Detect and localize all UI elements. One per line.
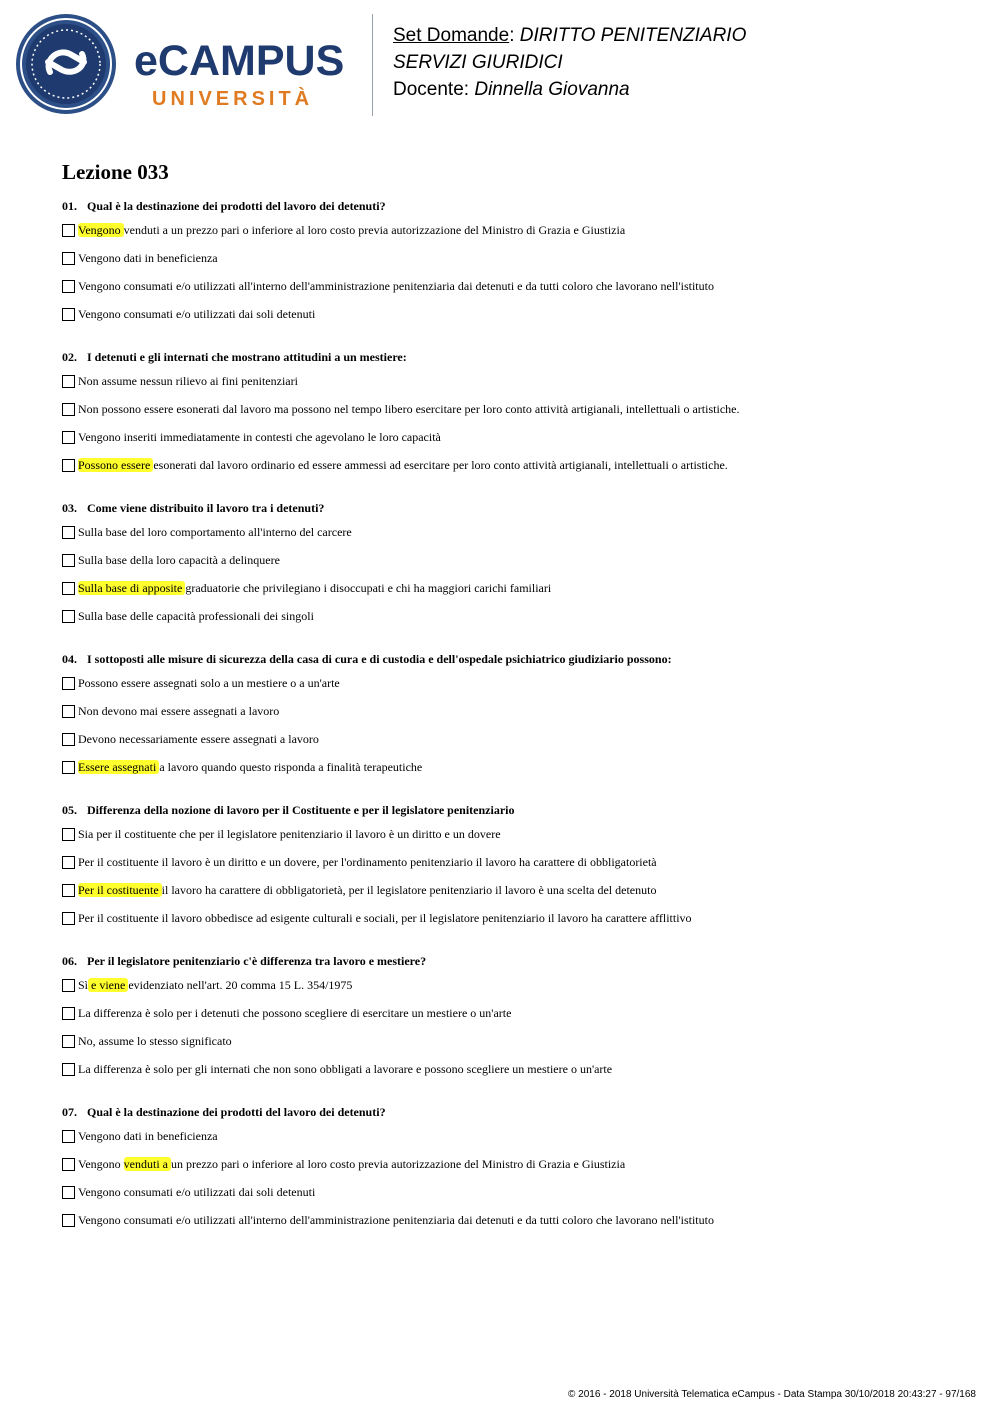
answer-highlight: venduti a <box>123 1157 171 1171</box>
answer-text <box>78 883 656 898</box>
answer-text-part: La differenza è solo per i detenuti che possono scegliere di esercitare un mestiere o un'arte <box>78 1006 512 1020</box>
answer-checkbox[interactable] <box>62 733 75 746</box>
answer-text <box>78 279 714 294</box>
answer-option <box>62 553 962 581</box>
answer-text-part: Vengono inseriti immediatamente in contesti che agevolano le loro capacità <box>78 430 441 444</box>
answer-checkbox[interactable] <box>62 912 75 925</box>
answer-option <box>62 430 962 458</box>
question-text <box>62 650 962 668</box>
answer-text-part: il lavoro ha carattere di obbligatorietà, per il legislatore penitenziario il lavoro è una scelta del detenuto <box>161 883 657 897</box>
answer-text-part: Non assume nessun rilievo ai fini penitenziari <box>78 374 298 388</box>
answer-text-part: Sulla base del loro comportamento all'interno del carcere <box>78 525 352 539</box>
answer-text-part: Per il costituente il lavoro è un diritto e un dovere, per l'ordinamento penitenziario il lavoro ha carattere di obbligatorietà <box>78 855 657 869</box>
answer-text-part: venduti a un prezzo pari o inferiore al loro costo previa autorizzazione del Ministro di Grazia e Giustizia <box>123 223 626 237</box>
question-block <box>62 499 962 637</box>
answer-checkbox[interactable] <box>62 884 75 897</box>
question-label: Differenza della nozione di lavoro per il Costituente e per il legislatore penitenziario <box>87 803 515 817</box>
answer-text <box>78 827 501 842</box>
answer-option <box>62 1006 962 1034</box>
question-number: 04. <box>62 652 77 666</box>
answer-checkbox[interactable] <box>62 459 75 472</box>
set-label: Set Domande <box>393 25 510 46</box>
answer-text <box>78 911 692 926</box>
answer-text <box>78 855 657 870</box>
answer-checkbox[interactable] <box>62 375 75 388</box>
university-seal-icon <box>14 12 118 116</box>
answer-option <box>62 883 962 911</box>
answer-option <box>62 1034 962 1062</box>
answer-text <box>78 609 314 624</box>
answer-text-part: Non possono essere esonerati dal lavoro ma possono nel tempo libero esercitare per loro conto attività artigianali, intellettuali o artistiche. <box>78 402 740 416</box>
question-label: Qual è la destinazione dei prodotti del lavoro dei detenuti? <box>87 1105 386 1119</box>
answer-text-part: Vengono consumati e/o utilizzati all'interno dell'amministrazione penitenziaria dai detenuti e da tutti coloro che lavorano nell'istituto <box>78 279 714 293</box>
answer-option <box>62 251 962 279</box>
question-block <box>62 952 962 1090</box>
answer-option <box>62 827 962 855</box>
answer-text <box>78 676 340 691</box>
answer-checkbox[interactable] <box>62 828 75 841</box>
answer-option <box>62 279 962 307</box>
answer-checkbox[interactable] <box>62 610 75 623</box>
answer-text <box>78 1157 625 1172</box>
answer-option <box>62 855 962 883</box>
question-number: 06. <box>62 954 77 968</box>
answer-text-part: Per il costituente il lavoro obbedisce ad esigente culturali e sociali, per il legislatore penitenziario il lavoro ha carattere afflittivo <box>78 911 692 925</box>
answer-text <box>78 581 551 596</box>
answer-text <box>78 251 218 266</box>
answer-text-part: Possono essere assegnati solo a un mestiere o a un'arte <box>78 676 340 690</box>
lesson-title: Lezione 033 <box>62 160 169 184</box>
answer-option <box>62 1213 962 1241</box>
answer-text-part: Non devono mai essere assegnati a lavoro <box>78 704 280 718</box>
answer-text-part: Vengono consumati e/o utilizzati dai soli detenuti <box>78 307 316 321</box>
question-block <box>62 1103 962 1241</box>
answer-text <box>78 402 739 417</box>
header-divider <box>372 14 373 116</box>
brand-name: eCAMPUS <box>134 37 345 85</box>
answer-highlight: Per il costituente <box>78 883 162 897</box>
answer-text <box>78 760 422 775</box>
teacher-label: Docente <box>393 79 464 100</box>
answer-text-part: Vengono consumati e/o utilizzati all'interno dell'amministrazione penitenziaria dai detenuti e da tutti coloro che lavorano nell'istituto <box>78 1213 714 1227</box>
answer-text-part: a lavoro quando questo risponda a finalità terapeutiche <box>159 760 423 774</box>
answer-highlight: Sulla base di apposite <box>78 581 186 595</box>
question-number: 07. <box>62 1105 77 1119</box>
answer-checkbox[interactable] <box>62 280 75 293</box>
answer-checkbox[interactable] <box>62 1035 75 1048</box>
question-block <box>62 348 962 486</box>
answer-text <box>78 1034 232 1049</box>
question-label: I detenuti e gli internati che mostrano attitudini a un mestiere: <box>87 350 407 364</box>
answer-text <box>78 704 279 719</box>
question-text <box>62 1103 962 1121</box>
question-number: 01. <box>62 199 77 213</box>
question-text <box>62 952 962 970</box>
question-text <box>62 197 962 215</box>
answer-text-part: Devono necessariamente essere assegnati a lavoro <box>78 732 319 746</box>
answer-option <box>62 676 962 704</box>
answer-option <box>62 581 962 609</box>
answer-text <box>78 223 625 238</box>
answer-checkbox[interactable] <box>62 761 75 774</box>
set-title: DIRITTO PENITENZIARIO <box>519 25 747 46</box>
answer-checkbox[interactable] <box>62 526 75 539</box>
question-text <box>62 499 962 517</box>
answer-text-part: Sia per il costituente che per il legislatore penitenziario il lavoro è un diritto e un dovere <box>78 827 501 841</box>
answer-checkbox[interactable] <box>62 1063 75 1076</box>
teacher-name: Dinnella Giovanna <box>474 79 630 100</box>
answer-checkbox[interactable] <box>62 308 75 321</box>
answer-highlight: Possono essere <box>78 458 154 472</box>
answer-text-part: graduatorie che privilegiano i disoccupati e chi ha maggiori carichi familiari <box>185 581 552 595</box>
answer-text-part: Vengono dati in beneficienza <box>78 251 218 265</box>
answer-text-part: esonerati dal lavoro ordinario ed essere ammessi ad esercitare per loro conto attività artigianali, intellettuali o artistiche. <box>153 458 728 472</box>
answer-checkbox[interactable] <box>62 554 75 567</box>
answer-text-part: Sulla base della loro capacità a delinquere <box>78 553 280 567</box>
set-info: Set Domande: DIRITTO PENITENZIARIO SERVIZI GIURIDICI Docente: Dinnella Giovanna <box>393 25 747 100</box>
answer-text-part: No, assume lo stesso significato <box>78 1034 232 1048</box>
answer-option <box>62 704 962 732</box>
answer-checkbox[interactable] <box>62 1214 75 1227</box>
answer-text <box>78 732 319 747</box>
answer-checkbox[interactable] <box>62 431 75 444</box>
question-number: 03. <box>62 501 77 515</box>
question-block <box>62 650 962 788</box>
brand-subtitle: UNIVERSITÀ <box>152 88 314 110</box>
answer-checkbox[interactable] <box>62 979 75 992</box>
answer-checkbox[interactable] <box>62 1186 75 1199</box>
answer-checkbox[interactable] <box>62 224 75 237</box>
answer-text-part: Sì <box>78 978 89 992</box>
answer-text-part: La differenza è solo per gli internati che non sono obbligati a lavorare e possono scegliere un mestiere o un'arte <box>78 1062 613 1076</box>
page-footer: © 2016 - 2018 Università Telematica eCampus - Data Stampa 30/10/2018 20:43:27 - 97/168 <box>568 1389 976 1400</box>
answer-text <box>78 1129 218 1144</box>
answer-checkbox[interactable] <box>62 856 75 869</box>
answer-option <box>62 525 962 553</box>
question-label: Qual è la destinazione dei prodotti del lavoro dei detenuti? <box>87 199 386 213</box>
answer-checkbox[interactable] <box>62 1158 75 1171</box>
answer-option <box>62 307 962 335</box>
answer-text <box>78 1006 511 1021</box>
answer-option <box>62 760 962 788</box>
answer-option <box>62 402 962 430</box>
answer-text-part: Vengono dati in beneficienza <box>78 1129 218 1143</box>
answer-checkbox[interactable] <box>62 1130 75 1143</box>
question-label: Come viene distribuito il lavoro tra i detenuti? <box>87 501 325 515</box>
answer-checkbox[interactable] <box>62 705 75 718</box>
answer-highlight: Essere assegnati <box>78 760 160 774</box>
question-number: 02. <box>62 350 77 364</box>
answer-text <box>78 553 280 568</box>
answer-option <box>62 732 962 760</box>
answer-text-part: Sulla base delle capacità professionali dei singoli <box>78 609 314 623</box>
question-text <box>62 801 962 819</box>
answer-option <box>62 1062 962 1090</box>
answer-checkbox[interactable] <box>62 252 75 265</box>
answer-checkbox[interactable] <box>62 1007 75 1020</box>
ecampus-logo <box>14 12 359 118</box>
answer-text <box>78 430 441 445</box>
answer-option <box>62 1185 962 1213</box>
answer-checkbox[interactable] <box>62 403 75 416</box>
question-text <box>62 348 962 366</box>
answer-highlight: Vengono <box>78 223 124 237</box>
answer-text-part: un prezzo pari o inferiore al loro costo previa autorizzazione del Ministro di Grazia e Giustizia <box>171 1157 626 1171</box>
answer-checkbox[interactable] <box>62 677 75 690</box>
answer-option <box>62 1129 962 1157</box>
answer-option <box>62 458 962 486</box>
answer-text <box>78 1213 714 1228</box>
answer-option <box>62 978 962 1006</box>
answer-text-part: Vengono consumati e/o utilizzati dai soli detenuti <box>78 1185 316 1199</box>
answer-option <box>62 609 962 637</box>
question-number: 05. <box>62 803 77 817</box>
answer-text <box>78 1185 315 1200</box>
set-subtitle: SERVIZI GIURIDICI <box>393 52 563 73</box>
question-block <box>62 801 962 939</box>
answer-option <box>62 223 962 251</box>
question-block <box>62 197 962 335</box>
answer-text <box>78 307 315 322</box>
answer-option <box>62 911 962 939</box>
answer-text-part: Vengono <box>78 1157 124 1171</box>
answer-text <box>78 525 352 540</box>
answer-checkbox[interactable] <box>62 582 75 595</box>
answer-option <box>62 374 962 402</box>
answer-text-part: evidenziato nell'art. 20 comma 15 L. 354/1975 <box>128 978 353 992</box>
answer-text <box>78 374 298 389</box>
answer-text <box>78 978 352 993</box>
question-label: Per il legislatore penitenziario c'è differenza tra lavoro e mestiere? <box>87 954 427 968</box>
answer-option <box>62 1157 962 1185</box>
question-label: I sottoposti alle misure di sicurezza della casa di cura e di custodia e dell'ospedale psichiatrico giudiziario possono: <box>87 652 672 666</box>
question-list <box>62 197 962 1254</box>
answer-text <box>78 1062 612 1077</box>
answer-highlight: e viene <box>88 978 129 992</box>
answer-text <box>78 458 728 473</box>
